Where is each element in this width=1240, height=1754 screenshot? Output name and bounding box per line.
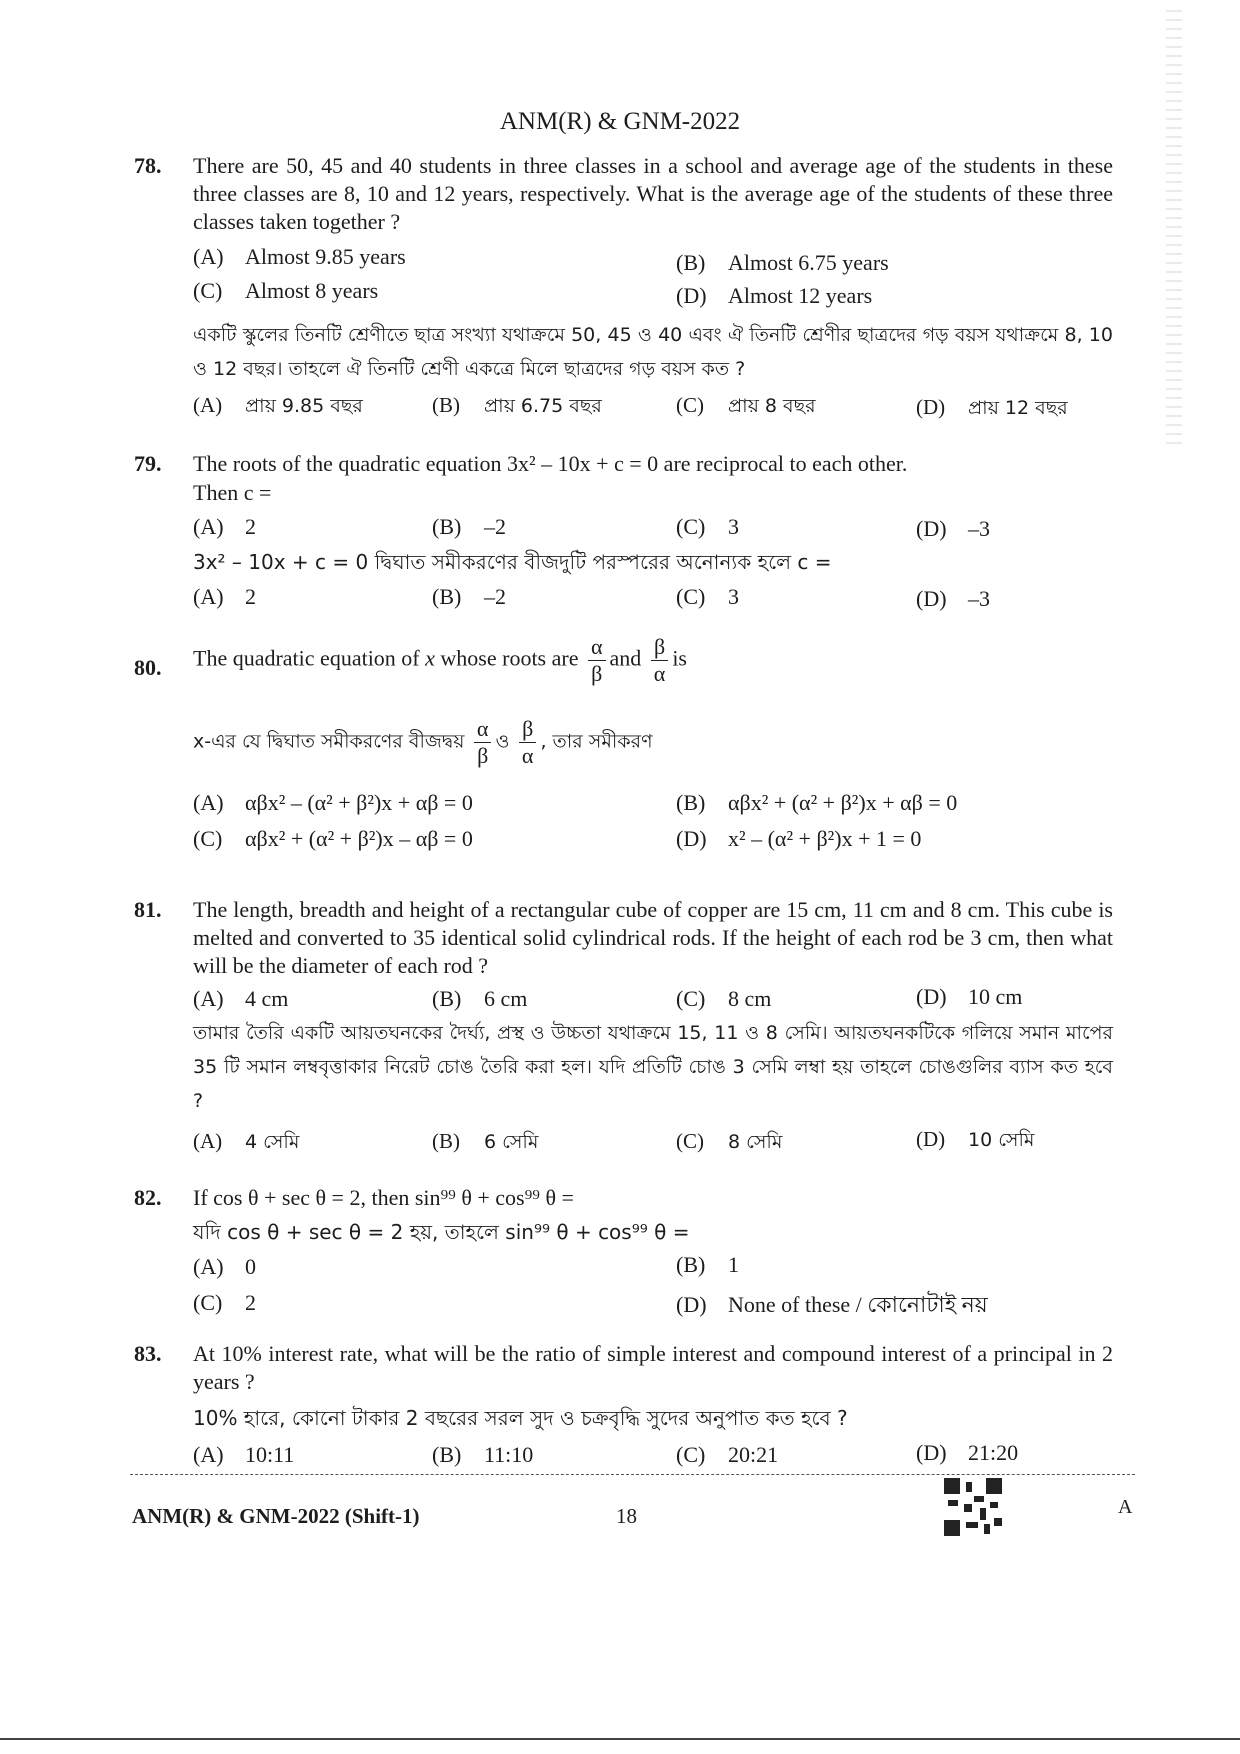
page-number: 18	[616, 1504, 637, 1528]
question-number: 81.	[134, 897, 162, 922]
question-number: 79.	[134, 451, 162, 476]
option-d: (D) x² – (α² + β²)x + 1 = 0	[676, 826, 922, 851]
option-b-bn: (B) –2	[432, 584, 506, 609]
question-text-bn: 3x² – 10x + c = 0 দ্বিঘাত সমীকরণের বীজদুটি পরস্পরের অনোন্যক হলে c =	[193, 550, 832, 574]
option-c: (C) 3	[676, 514, 739, 539]
option-b: (B) Almost 6.75 years	[676, 250, 889, 275]
question-number: 78.	[134, 153, 162, 178]
qr-code	[944, 1478, 1002, 1536]
option-a: (A) 0	[193, 1254, 256, 1279]
fraction-alpha-over-beta: $\frac{\alpha}{\beta}$	[588, 634, 606, 687]
option-b: (B) –2	[432, 514, 506, 539]
question-number: 82.	[134, 1185, 162, 1210]
page-header: ANM(R) & GNM-2022	[499, 108, 741, 135]
booklet-set: A	[1118, 1496, 1133, 1518]
option-c: (C) Almost 8 years	[193, 278, 379, 303]
option-d-bn: (D) –3	[916, 586, 990, 611]
fraction-beta-over-alpha: $\frac{\beta}{\alpha}$	[519, 716, 537, 769]
question-text-en: At 10% interest rate, what will be the ratio of simple interest and compound interest of a principal in 2 years ?	[193, 1341, 1113, 1394]
option-c-bn: (C) 8 সেমি	[676, 1129, 783, 1153]
option-b: (B) 11:10	[432, 1442, 534, 1467]
option-c-bn: (C) প্রায় 8 বছর	[676, 393, 816, 417]
option-a: (A) αβx² – (α² + β²)x + αβ = 0	[193, 790, 473, 815]
option-a: (A) 2	[193, 514, 256, 539]
option-b-bn: (B) প্রায় 6.75 বছর	[432, 393, 602, 417]
footer-divider	[130, 1474, 1135, 1475]
question-text-en: If cos θ + sec θ = 2, then sin⁹⁹ θ + cos⁹⁹ θ =	[193, 1185, 574, 1210]
option-d-bn: (D) প্রায় 12 বছর	[916, 395, 1068, 419]
option-c: (C) 2	[193, 1290, 256, 1315]
option-b: (B) αβx² + (α² + β²)x + αβ = 0	[676, 790, 958, 815]
option-c: (C) 20:21	[676, 1442, 779, 1467]
option-a: (A) 10:11	[193, 1442, 295, 1467]
question-text-en-line1: The roots of the quadratic equation 3x² – 10x + c = 0 are reciprocal to each other.	[193, 451, 908, 476]
option-c: (C) 8 cm	[676, 986, 772, 1011]
option-a: (A) Almost 9.85 years	[193, 244, 406, 269]
option-b: (B) 6 cm	[432, 986, 528, 1011]
question-number: 80.	[134, 655, 162, 680]
question-text-en-line2: Then c =	[193, 480, 272, 505]
option-d: (D) –3	[916, 516, 990, 541]
option-a-bn: (A) 4 সেমি	[193, 1129, 300, 1153]
question-text-bn: x-এর যে দ্বিঘাত সমীকরণের বীজদ্বয় $\frac{\alpha}{\beta}$ ও $\frac{\beta}{\alpha}$ , তার সমীকরণ	[193, 716, 653, 768]
question-text-bn: যদি cos θ + sec θ = 2 হয়, তাহলে sin⁹⁹ θ + cos⁹⁹ θ =	[193, 1220, 690, 1244]
option-a: (A) 4 cm	[193, 986, 289, 1011]
question-text-bn: তামার তৈরি একটি আয়তঘনকের দৈর্ঘ্য, প্রস্থ ও উচ্চতা যথাক্রমে 15, 11 ও 8 সেমি। আয়তঘনকটিকে গলিয়ে সমান মাপের 35 টি সমান লম্ববৃত্তাকার নিরেট চোঙ তৈরি করা হল। যদি প্রতিটি চোঙ 3 সেমি লম্বা হয় তাহলে চোঙগুলির ব্যাস কত হবে ?	[193, 1022, 1113, 1112]
scan-margin-mark	[1166, 10, 1182, 450]
option-b-bn: (B) 6 সেমি	[432, 1129, 539, 1153]
option-b: (B) 1	[676, 1252, 739, 1277]
footer-exam-title: ANM(R) & GNM-2022 (Shift-1)	[132, 1504, 420, 1528]
option-d-bn: (D) 10 সেমি	[916, 1127, 1035, 1151]
option-d: (D) 10 cm	[916, 984, 1023, 1009]
fraction-beta-over-alpha: $\frac{\beta}{\alpha}$	[651, 634, 669, 687]
question-text-en: There are 50, 45 and 40 students in three classes in a school and average age of the students in these three classes are 8, 10 and 12 years, respectively. What is the average age of the students of these three classes taken together ?	[193, 153, 1113, 234]
option-c: (C) αβx² + (α² + β²)x – αβ = 0	[193, 826, 473, 851]
option-d: (D) 21:20	[916, 1440, 1019, 1465]
page-bottom-line	[0, 1738, 1240, 1740]
option-d: (D) Almost 12 years	[676, 283, 873, 308]
question-text-bn: 10% হারে, কোনো টাকার 2 বছরের সরল সুদ ও চক্রবৃদ্ধি সুদের অনুপাত কত হবে ?	[193, 1406, 848, 1430]
question-text-bn: একটি স্কুলের তিনটি শ্রেণীতে ছাত্র সংখ্যা যথাক্রমে 50, 45 ও 40 এবং ঐ তিনটি শ্রেণীর ছাত্রদের গড় বয়স যথাক্রমে 8, 10 ও 12 বছর। তাহলে ঐ তিনটি শ্রেণী একত্রে মিলে ছাত্রদের গড় বয়স কত ?	[193, 324, 1113, 380]
question-text-en: The quadratic equation of x whose roots are $\frac{\alpha}{\beta}$ and $\frac{\beta}{\alpha}$ is	[193, 634, 687, 686]
option-a-bn: (A) 2	[193, 584, 256, 609]
option-c-bn: (C) 3	[676, 584, 739, 609]
question-number: 83.	[134, 1341, 162, 1366]
option-a-bn: (A) প্রায় 9.85 বছর	[193, 393, 363, 417]
question-text-en: The length, breadth and height of a rectangular cube of copper are 15 cm, 11 cm and 8 cm. This cube is melted and converted to 35 identical solid cylindrical rods. If the height of each rod be 3 cm, then what will be the diameter of each rod ?	[193, 897, 1113, 978]
fraction-alpha-over-beta: $\frac{\alpha}{\beta}$	[474, 716, 492, 769]
option-d: (D) None of these / কোনোটাই নয়	[676, 1292, 988, 1317]
